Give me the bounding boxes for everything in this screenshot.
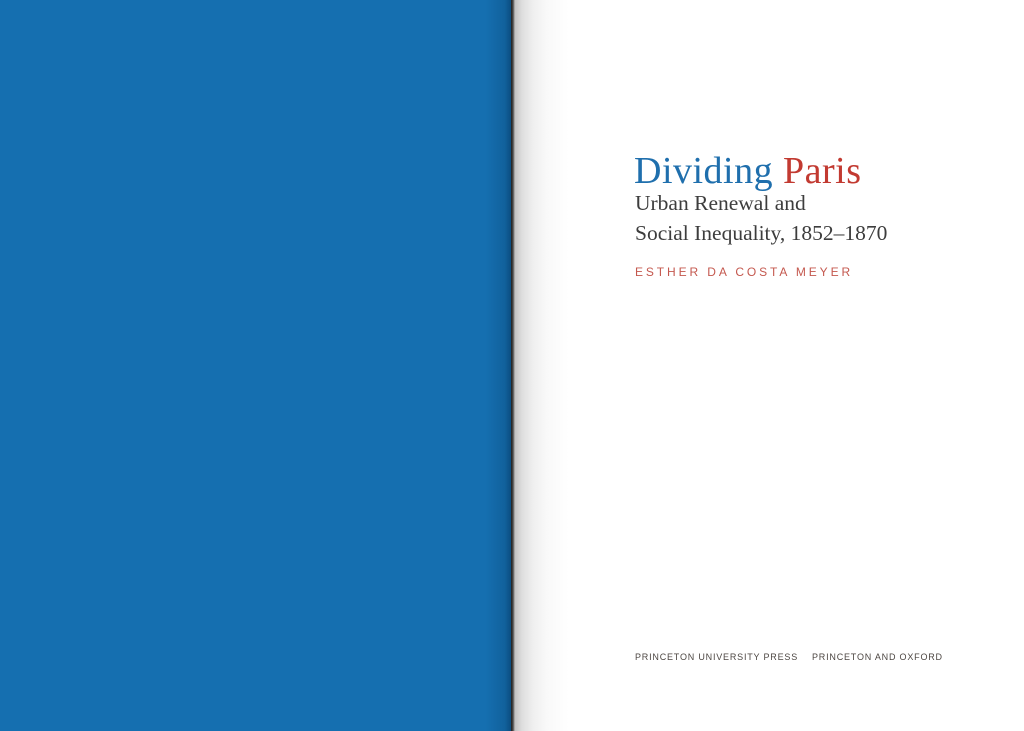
book-subtitle-line1: Urban Renewal and — [635, 191, 806, 215]
publisher-imprint — [635, 652, 943, 662]
left-page-blue-endpaper — [0, 0, 511, 731]
publisher-name: PRINCETON UNIVERSITY PRESS — [635, 652, 798, 662]
book-subtitle-line2: Social Inequality, 1852–1870 — [635, 220, 888, 245]
book-title — [634, 151, 862, 193]
book-gutter-shadow — [511, 0, 569, 731]
book-title-word-paris: Paris — [783, 150, 862, 193]
publisher-location: PRINCETON AND OXFORD — [812, 652, 943, 662]
book-title-word-dividing: Dividing — [634, 150, 774, 193]
book-subtitle — [635, 189, 887, 248]
author-name: ESTHER DA COSTA MEYER — [635, 265, 854, 279]
title-page — [569, 0, 1024, 731]
